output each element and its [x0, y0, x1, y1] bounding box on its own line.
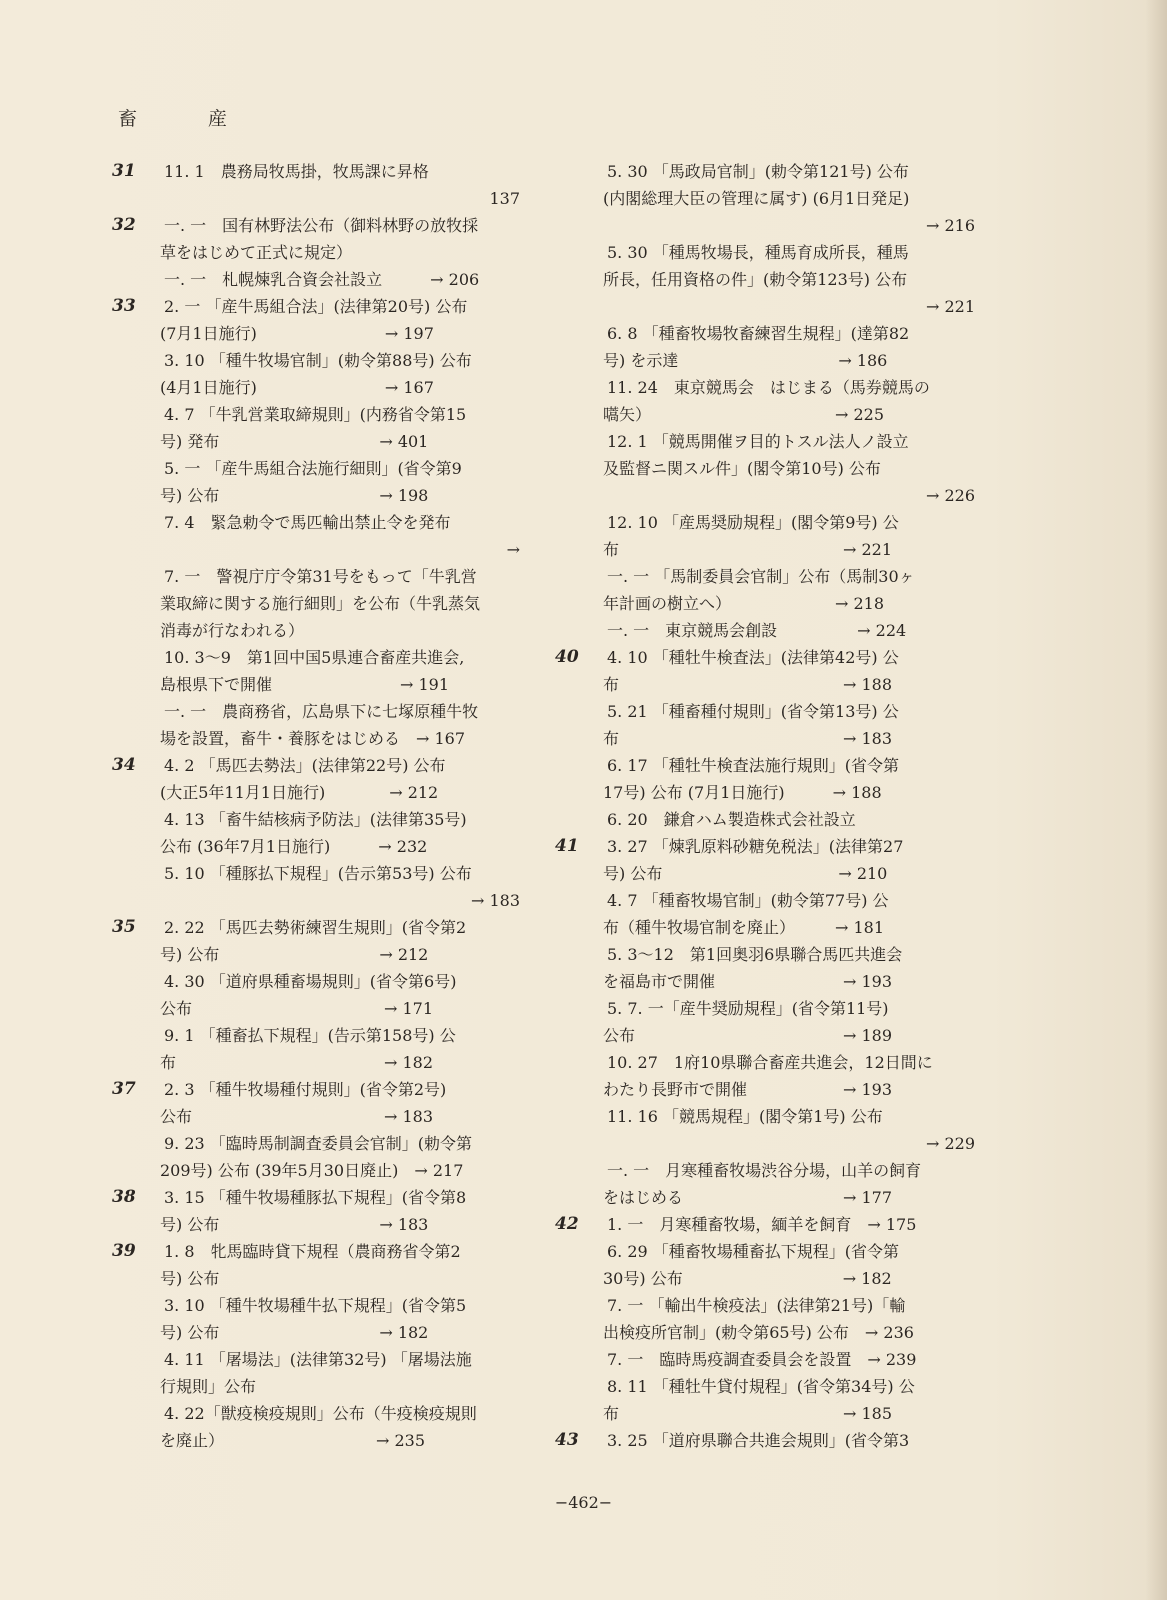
entry-text-line: 嚆矢） → 225 — [603, 405, 885, 424]
entry-text-line: 12. 10 「産馬奨励規程」(閣令第9号) 公 — [607, 513, 899, 532]
entry-text-line: 行規則」公布 — [160, 1377, 257, 1396]
chronology-entry — [112, 401, 520, 455]
entry-text-line: 公布 (36年7月1日施行) → 232 — [160, 837, 428, 856]
entry-text-line: 5. 30 「馬政局官制」(勅令第121号) 公布 — [607, 162, 909, 181]
entry-text-line: 布 → 183 — [603, 729, 893, 748]
entry-text-line: 4. 11 「屠場法」(法律第32号) 「屠場法施 — [164, 1350, 472, 1369]
entry-text-line: 4. 13 「畜牛結核病予防法」(法律第35号) — [164, 810, 467, 829]
year-marker: 39 — [112, 1241, 136, 1261]
entry-text-line: 2. 一 「産牛馬組合法」(法律第20号) 公布 — [164, 297, 468, 316]
year-marker: 34 — [112, 755, 136, 775]
chronology-entry — [555, 428, 975, 509]
entry-text-line: 209号) 公布 (39年5月30日廃止) → 217 — [160, 1161, 464, 1180]
section-title: 畜 産 — [118, 108, 254, 130]
entry-text-line: 号) 公布 → 183 — [160, 1215, 429, 1234]
entry-text-line: (大正5年11月1日施行) → 212 — [160, 783, 439, 802]
entry-text-line: 号) 公布 — [160, 1269, 220, 1288]
entry-text-line: 号) を示達 → 186 — [603, 351, 888, 370]
chronology-entry — [112, 644, 520, 698]
entry-text-line: 4. 2 「馬匹去勢法」(法律第22号) 公布 — [164, 756, 446, 775]
year-marker: 38 — [112, 1187, 136, 1207]
chronology-entry — [112, 1022, 520, 1076]
chronology-entry — [555, 752, 975, 806]
entry-text-line: 布 → 188 — [603, 675, 893, 694]
chronology-entry — [112, 1346, 520, 1400]
entry-text-line: 5. 3～12 第1回奥羽6県聯合馬匹共進会 — [607, 945, 903, 964]
chronology-entry — [112, 563, 520, 644]
chronology-entry — [555, 509, 975, 563]
chronology-entry — [555, 833, 975, 887]
year-marker: 43 — [555, 1430, 579, 1450]
entry-text-line: 一. 一 東京競馬会創設 → 224 — [607, 621, 907, 640]
chronology-entry — [555, 617, 975, 644]
entry-text-line: 号) 発布 → 401 — [160, 432, 429, 451]
entry-text-line: 布（種牛牧場官制を廃止） → 181 — [603, 918, 885, 937]
chronology-entry — [555, 374, 975, 428]
chronology-entry — [555, 806, 975, 833]
chronology-entry — [555, 1238, 975, 1292]
entry-text-line: 3. 27 「煉乳原料砂糖免税法」(法律第27 — [607, 837, 904, 856]
entry-text-line: 8. 11 「種牡牛貸付規程」(省令第34号) 公 — [607, 1377, 915, 1396]
entry-text-line: 公布 → 189 — [603, 1026, 893, 1045]
entry-text-line: 号) 公布 → 182 — [160, 1323, 429, 1342]
chronology-entry — [112, 509, 520, 563]
entry-text-line: 6. 20 鎌倉ハム製造株式会社設立 — [607, 810, 856, 829]
chronology-entry — [112, 1400, 520, 1454]
entry-text-line: 業取締に関する施行細則」を公布（牛乳蒸気 — [160, 594, 481, 613]
entry-text-line: 4. 7 「牛乳営業取締規則」(内務省令第15 — [164, 405, 467, 424]
entry-text-line: 3. 25 「道府県聯合共進会規則」(省令第3 — [607, 1431, 910, 1450]
entry-text-line: 9. 1 「種畜払下規程」(告示第158号) 公 — [164, 1026, 456, 1045]
page-reference: → 221 — [925, 297, 975, 316]
entry-text-line: 2. 22 「馬匹去勢術練習生規則」(省令第2 — [164, 918, 467, 937]
chronology-entry — [112, 806, 520, 860]
entry-text-line: 場を設置，畜牛・養豚をはじめる → 167 — [160, 729, 466, 748]
entry-text-line: 4. 22「獣疫検疫規則」公布（牛疫検疫規則 — [164, 1404, 477, 1423]
entry-text-line: 公布 → 171 — [160, 999, 434, 1018]
entry-text-line: 出検疫所官制」(勅令第65号) 公布 → 236 — [603, 1323, 914, 1342]
chronology-entry — [555, 887, 975, 941]
entry-text-line: 一. 一 月寒種畜牧場渋谷分場，山羊の飼育 — [607, 1161, 922, 1180]
entry-text-line: (7月1日施行) → 197 — [160, 324, 434, 343]
chronology-entry — [112, 1184, 520, 1238]
entry-text-line: 6. 29 「種畜牧場種畜払下規程」(省令第 — [607, 1242, 900, 1261]
entry-text-line: 号) 公布 → 212 — [160, 945, 429, 964]
chronology-entry — [555, 1103, 975, 1157]
chronology-entry — [555, 239, 975, 320]
chronology-entry — [112, 212, 520, 266]
entry-text-line: (4月1日施行) → 167 — [160, 378, 434, 397]
chronology-entry — [112, 455, 520, 509]
chronology-entry — [112, 158, 520, 212]
entry-text-line: 及監督ニ関スル件」(閣令第10号) 公布 — [603, 459, 881, 478]
entry-text-line: 消毒が行なわれる） — [160, 621, 305, 640]
entry-text-line: 9. 23 「臨時馬制調査委員会官制」(勅令第 — [164, 1134, 473, 1153]
entry-text-line: 布 → 221 — [603, 540, 893, 559]
year-marker: 31 — [112, 161, 136, 181]
entry-text-line: 7. 一 臨時馬疫調査委員会を設置 → 239 — [607, 1350, 917, 1369]
entry-text-line: 年計画の樹立へ） → 218 — [603, 594, 885, 613]
chronology-entry — [555, 1292, 975, 1346]
left-column — [112, 158, 520, 1454]
entry-text-line: を廃止） → 235 — [160, 1431, 426, 1450]
chronology-entry — [555, 1157, 975, 1211]
page-reference: → 229 — [925, 1134, 975, 1153]
entry-text-line: 10. 3～9 第1回中国5県連合畜産共進会, — [164, 648, 465, 667]
year-marker: 37 — [112, 1079, 136, 1099]
page-reference: → 216 — [925, 216, 975, 235]
chronology-entry — [112, 1130, 520, 1184]
entry-text-line: 11. 24 東京競馬会 はじまる（馬券競馬の — [607, 378, 930, 397]
page-number: −462− — [554, 1493, 613, 1512]
entry-text-line: 3. 10 「種牛牧場種牛払下規程」(省令第5 — [164, 1296, 467, 1315]
entry-text-line: 3. 10 「種牛牧場官制」(勅令第88号) 公布 — [164, 351, 472, 370]
entry-text-line: 7. 一 「輸出牛検疫法」(法律第21号)「輸 — [607, 1296, 906, 1315]
entry-text-line: 6. 8 「種畜牧場牧畜練習生規程」(達第82 — [607, 324, 910, 343]
chronology-entry — [112, 347, 520, 401]
entry-text-line: 公布 → 183 — [160, 1107, 434, 1126]
entry-text-line: 4. 10 「種牡牛検査法」(法律第42号) 公 — [607, 648, 899, 667]
year-marker: 40 — [555, 647, 579, 667]
chronology-entry — [112, 860, 520, 914]
entry-text-line: 2. 3 「種牛牧場種付規則」(省令第2号) — [164, 1080, 447, 1099]
chronology-entry — [112, 266, 520, 293]
chronology-entry — [555, 995, 975, 1049]
entry-text-line: 5. 30 「種馬牧場長，種馬育成所長，種馬 — [607, 243, 909, 262]
entry-text-line: 一. 一 国有林野法公布（御料林野の放牧採 — [164, 216, 479, 235]
entry-text-line: 草をはじめて正式に規定） — [160, 243, 353, 262]
chronology-entry — [555, 1049, 975, 1103]
year-marker: 32 — [112, 215, 136, 235]
chronology-entry — [112, 698, 520, 752]
chronology-entry — [555, 1346, 975, 1373]
entry-text-line: 10. 27 1府10県聯合畜産共進会，12日間に — [607, 1053, 933, 1072]
entry-text-line: 12. 1 「競馬開催ヲ目的トスル法人ノ設立 — [607, 432, 909, 451]
chronology-entry — [112, 1238, 520, 1292]
entry-text-line: 所長，任用資格の件」(勅令第123号) 公布 — [603, 270, 908, 289]
entry-text-line: 5. 一 「産牛馬組合法施行細則」(省令第9 — [164, 459, 462, 478]
page-reference: 137 — [489, 189, 520, 208]
year-marker: 33 — [112, 296, 136, 316]
year-marker: 42 — [555, 1214, 579, 1234]
page-reference: → — [506, 540, 520, 559]
entry-text-line: (内閣総理大臣の管理に属す) (6月1日発足) — [603, 189, 910, 208]
entry-text-line: わたり長野市で開催 → 193 — [603, 1080, 893, 1099]
chronology-entry — [555, 158, 975, 239]
chronology-entry — [112, 752, 520, 806]
entry-text-line: 7. 4 緊急勅令で馬匹輸出禁止令を発布 — [164, 513, 451, 532]
chronology-entry — [555, 644, 975, 698]
entry-text-line: 5. 10 「種豚払下規程」(告示第53号) 公布 — [164, 864, 472, 883]
chronology-entry — [555, 1373, 975, 1427]
entry-text-line: 5. 21 「種畜種付規則」(省令第13号) 公 — [607, 702, 899, 721]
entry-text-line: 布 → 185 — [603, 1404, 893, 1423]
chronology-entry — [555, 941, 975, 995]
chronology-entry — [555, 1211, 975, 1238]
entry-text-line: 4. 30 「道府県種畜場規則」(省令第6号) — [164, 972, 457, 991]
entry-text-line: 1. 一 月寒種畜牧場，緬羊を飼育 → 175 — [607, 1215, 917, 1234]
page-edge-shadow — [1145, 0, 1167, 1600]
entry-text-line: 11. 1 農務局牧馬掛，牧馬課に昇格 — [164, 162, 429, 181]
chronology-entry — [112, 293, 520, 347]
entry-text-line: 島根県下で開催 → 191 — [160, 675, 450, 694]
right-column — [555, 158, 975, 1454]
entry-text-line: 1. 8 牝馬臨時貸下規程（農商務省令第2 — [164, 1242, 461, 1261]
year-marker: 35 — [112, 917, 136, 937]
entry-text-line: 3. 15 「種牛牧場種豚払下規程」(省令第8 — [164, 1188, 467, 1207]
chronology-entry — [555, 698, 975, 752]
chronology-entry — [555, 320, 975, 374]
entry-text-line: 一. 一 「馬制委員会官制」公布（馬制30ヶ — [607, 567, 915, 586]
entry-text-line: 一. 一 札幌煉乳合資会社設立 → 206 — [164, 270, 480, 289]
entry-text-line: 布 → 182 — [160, 1053, 434, 1072]
entry-text-line: 号) 公布 → 198 — [160, 486, 429, 505]
chronology-entry — [112, 914, 520, 968]
chronology-entry — [555, 563, 975, 617]
entry-text-line: 7. 一 警視庁庁令第31号をもって「牛乳営 — [164, 567, 477, 586]
page-reference: → 183 — [470, 891, 520, 910]
chronology-entry — [555, 1427, 975, 1454]
entry-text-line: 号) 公布 → 210 — [603, 864, 888, 883]
entry-text-line: 30号) 公布 → 182 — [603, 1269, 892, 1288]
entry-text-line: をはじめる → 177 — [603, 1188, 893, 1207]
entry-text-line: 17号) 公布 (7月1日施行) → 188 — [603, 783, 882, 802]
entry-text-line: 5. 7. 一「産牛奨励規程」(省令第11号) — [607, 999, 889, 1018]
entry-text-line: を福島市で開催 → 193 — [603, 972, 893, 991]
page-reference: → 226 — [925, 486, 975, 505]
entry-text-line: 4. 7 「種畜牧場官制」(勅令第77号) 公 — [607, 891, 889, 910]
chronology-entry — [112, 1076, 520, 1130]
chronology-entry — [112, 968, 520, 1022]
entry-text-line: 6. 17 「種牡牛検査法施行規則」(省令第 — [607, 756, 900, 775]
entry-text-line: 11. 16 「競馬規程」(閣令第1号) 公布 — [607, 1107, 883, 1126]
chronology-entry — [112, 1292, 520, 1346]
year-marker: 41 — [555, 836, 579, 856]
entry-text-line: 一. 一 農商務省，広島県下に七塚原種牛牧 — [164, 702, 479, 721]
